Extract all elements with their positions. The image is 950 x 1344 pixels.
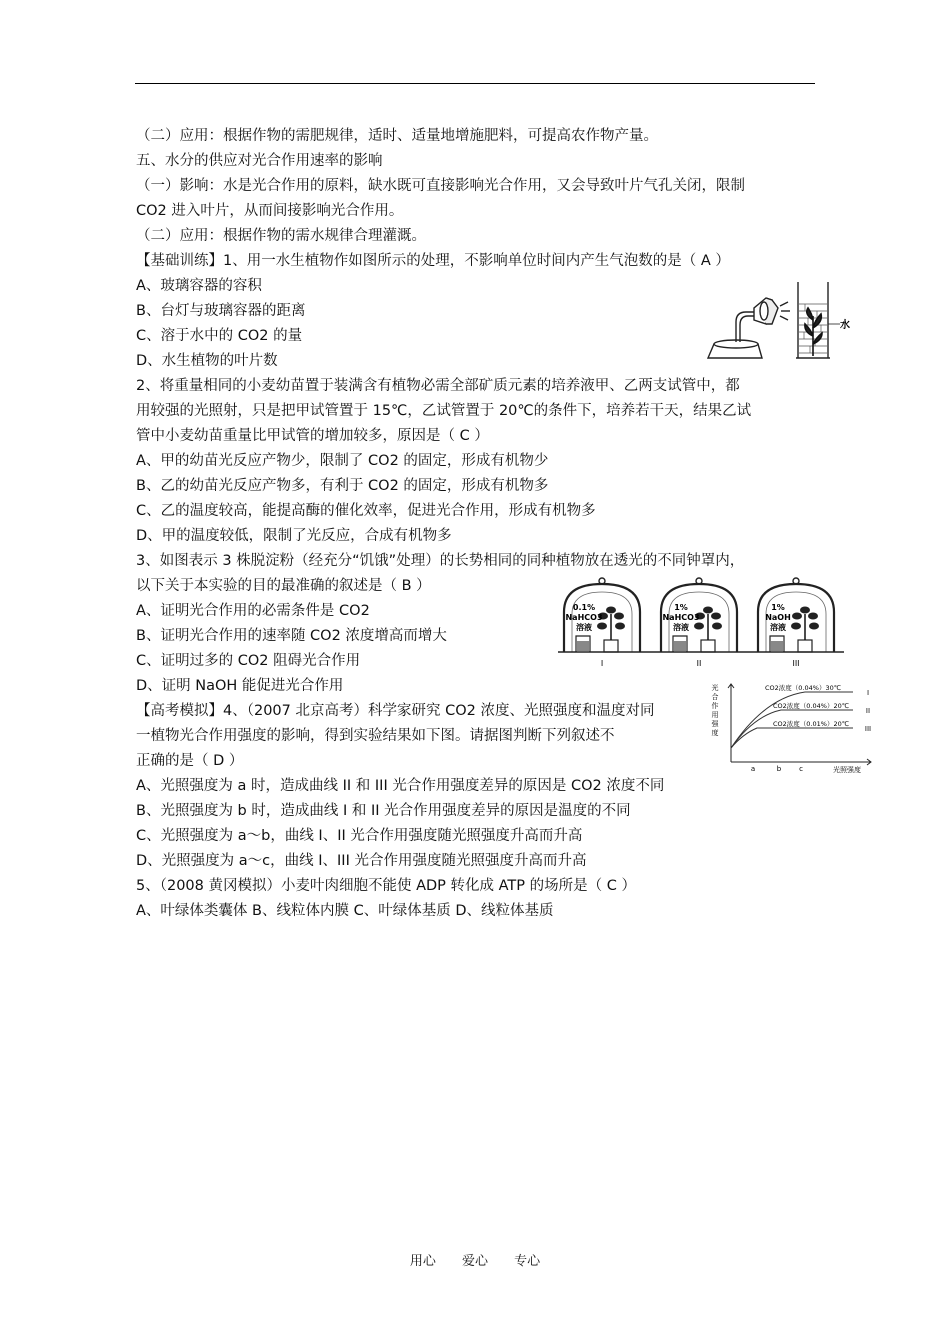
option-line: A、甲的幼苗光反应产物少，限制了 CO2 的固定，形成有机物少 bbox=[136, 453, 549, 469]
option-line: D、水生植物的叶片数 bbox=[136, 353, 278, 369]
question-1: 【基础训练】1、用一水生植物作如图所示的处理，不影响单位时间内产生气泡数的是（ A ） bbox=[136, 253, 730, 269]
jar-label-3: 溶液 bbox=[673, 623, 689, 632]
bell-jar-figure bbox=[552, 574, 852, 674]
question-5: 5、（2008 黄冈模拟）小麦叶肉细胞不能使 ADP 转化成 ATP 的场所是（ C ） bbox=[136, 878, 636, 894]
option-line: D、甲的温度较低，限制了光反应，合成有机物多 bbox=[136, 528, 452, 544]
text-line: （二）应用：根据作物的需水规律合理灌溉。 bbox=[136, 228, 426, 244]
y-axis-label-char: 度 bbox=[711, 729, 719, 737]
x-tick-label: b bbox=[776, 765, 782, 773]
header-rule bbox=[135, 83, 815, 84]
option-line: A、叶绿体类囊体 B、线粒体内膜 C、叶绿体基质 D、线粒体基质 bbox=[136, 903, 554, 919]
photosynthesis-chart bbox=[705, 678, 880, 774]
question-4: 【高考模拟】4、（2007 北京高考）科学家研究 CO2 浓度、光照强度和温度对同 bbox=[136, 703, 655, 719]
series-numeral: II bbox=[865, 707, 871, 715]
lamp-plant-figure bbox=[700, 278, 860, 368]
series-label: CO2浓度（0.01%）20℃ bbox=[773, 720, 850, 728]
text-line: 以下关于本实验的目的最准确的叙述是（ B ） bbox=[136, 578, 431, 594]
option-line: C、证明过多的 CO2 阻碍光合作用 bbox=[136, 653, 361, 669]
text-line: （二）应用：根据作物的需肥规律，适时、适量地增施肥料，可提高农作物产量。 bbox=[136, 128, 658, 144]
y-axis-label-char: 作 bbox=[711, 702, 719, 710]
jar-label-3: 溶液 bbox=[770, 623, 786, 632]
y-axis-label-char: 用 bbox=[711, 711, 719, 719]
jar-label-1: 0.1% bbox=[572, 603, 596, 612]
water-label: 水 bbox=[840, 320, 850, 331]
text-line: 管中小麦幼苗重量比甲试管的增加较多，原因是（ C ） bbox=[136, 428, 489, 444]
option-line: A、证明光合作用的必需条件是 CO2 bbox=[136, 603, 370, 619]
y-axis-label-char: 光 bbox=[711, 684, 719, 692]
question-3: 3、如图表示 3 株脱淀粉（经充分“饥饿”处理）的长势相同的同种植物放在透光的不同钟罩内， bbox=[136, 553, 745, 569]
y-axis-label-char: 合 bbox=[711, 693, 719, 701]
series-line bbox=[731, 728, 853, 748]
question-2: 2、将重量相同的小麦幼苗置于装满含有植物必需全部矿质元素的培养液甲、乙两支试管中，都 bbox=[136, 378, 740, 394]
option-line: B、乙的幼苗光反应产物多，有利于 CO2 的固定，形成有机物多 bbox=[136, 478, 549, 494]
option-line: D、光照强度为 a～c，曲线 I、III 光合作用强度随光照强度升高而升高 bbox=[136, 853, 587, 869]
text-line: （一）影响：水是光合作用的原料，缺水既可直接影响光合作用，又会导致叶片气孔关闭，限制 bbox=[136, 178, 745, 194]
jar-label-2: NaHCO3 bbox=[662, 613, 700, 622]
series-numeral: III bbox=[864, 725, 872, 733]
option-line: A、光照强度为 a 时，造成曲线 II 和 III 光合作用强度差异的原因是 CO2 浓度不同 bbox=[136, 778, 665, 794]
bell-jar bbox=[564, 578, 640, 668]
x-tick-label: c bbox=[799, 765, 803, 773]
y-axis-label-char: 强 bbox=[711, 720, 719, 728]
bell-jar bbox=[661, 578, 737, 668]
option-line: D、证明 NaOH 能促进光合作用 bbox=[136, 678, 344, 694]
section-heading: 五、水分的供应对光合作用速率的影响 bbox=[136, 153, 383, 169]
footer-item: 专心 bbox=[514, 1254, 541, 1269]
text-line: CO2 进入叶片，从而间接影响光合作用。 bbox=[136, 203, 404, 219]
series-line bbox=[731, 710, 853, 748]
jar-numeral: I bbox=[600, 659, 604, 668]
option-line: C、溶于水中的 CO2 的量 bbox=[136, 328, 303, 344]
option-line: C、乙的温度较高，能提高酶的催化效率，促进光合作用，形成有机物多 bbox=[136, 503, 596, 519]
jar-label-2: NaHCO3 bbox=[565, 613, 603, 622]
option-line: B、台灯与玻璃容器的距离 bbox=[136, 303, 306, 319]
text-line: 用较强的光照射，只是把甲试管置于 15℃，乙试管置于 20℃的条件下，培养若干天，结果乙试 bbox=[136, 403, 752, 419]
footer-item: 用心 bbox=[409, 1254, 436, 1269]
jar-label-1: 1% bbox=[674, 603, 688, 612]
option-line: C、光照强度为 a～b，曲线 I、II 光合作用强度随光照强度升高而升高 bbox=[136, 828, 583, 844]
series-label: CO2浓度（0.04%）30℃ bbox=[765, 684, 842, 692]
page-footer bbox=[0, 1250, 950, 1269]
jar-label-3: 溶液 bbox=[576, 623, 592, 632]
jar-label-1: 1% bbox=[771, 603, 785, 612]
option-line: A、玻璃容器的容积 bbox=[136, 278, 262, 294]
option-line: B、光照强度为 b 时，造成曲线 I 和 II 光合作用强度差异的原因是温度的不同 bbox=[136, 803, 631, 819]
jar-numeral: III bbox=[792, 659, 800, 668]
text-line: 一植物光合作用强度的影响，得到实验结果如下图。请据图判断下列叙述不 bbox=[136, 728, 615, 744]
footer-item: 爱心 bbox=[461, 1254, 488, 1269]
x-axis-label: 光照强度 bbox=[833, 766, 861, 774]
option-line: B、证明光合作用的速率随 CO2 浓度增高而增大 bbox=[136, 628, 447, 644]
text-line: 正确的是（ D ） bbox=[136, 753, 244, 769]
jar-label-2: NaOH bbox=[765, 613, 791, 622]
series-label: CO2浓度（0.04%）20℃ bbox=[773, 702, 850, 710]
jar-numeral: II bbox=[696, 659, 702, 668]
bell-jar bbox=[758, 578, 834, 668]
x-tick-label: a bbox=[750, 765, 756, 773]
series-numeral: I bbox=[866, 689, 870, 697]
